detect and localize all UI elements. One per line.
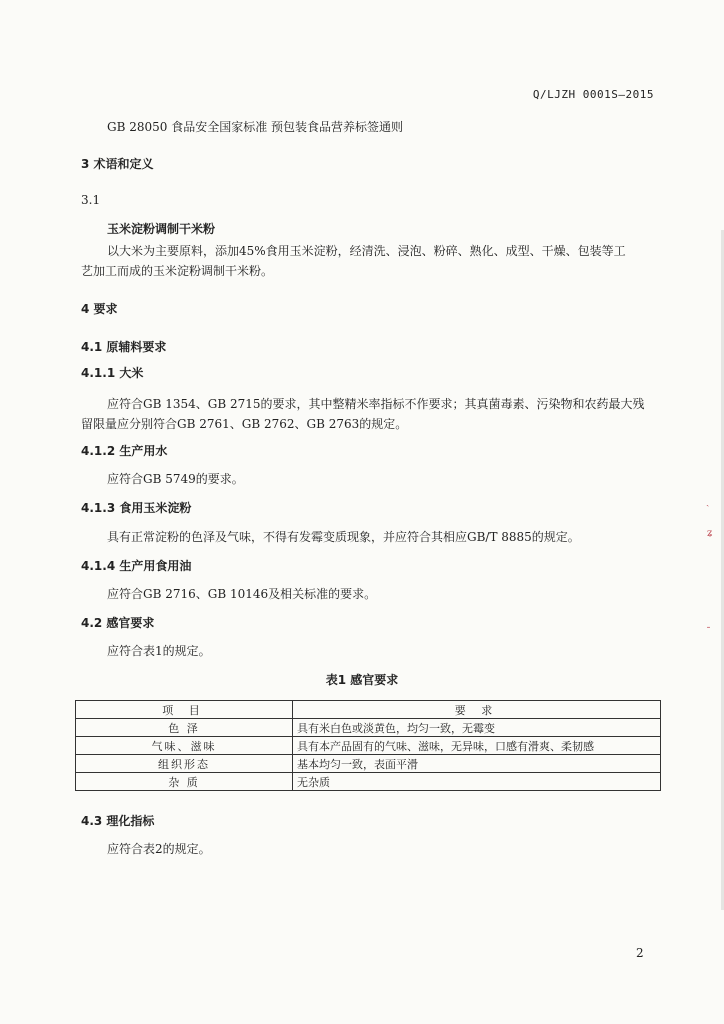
table-cell-item: 杂 质: [76, 773, 293, 791]
table-row: [76, 737, 661, 755]
table-row: [76, 773, 661, 791]
section-4-1-heading: 4.1 原辅料要求: [81, 340, 167, 354]
margin-ink-mark: ˎ: [706, 496, 710, 507]
table-header-row: [76, 701, 661, 719]
section-4-2-heading: 4.2 感官要求: [81, 616, 155, 630]
term-title: 玉米淀粉调制干米粉: [107, 222, 216, 236]
table-cell-requirement: 无杂质: [293, 773, 661, 791]
table-row: [76, 755, 661, 773]
definition-line-2: 艺加工而成的玉米淀粉调制干米粉。: [81, 264, 274, 278]
margin-ink-mark: ʑ: [707, 528, 713, 539]
table-1-caption: 表1 感官要求: [325, 673, 399, 687]
column-header-requirement: 要 求: [293, 701, 661, 719]
rice-requirement-line-2: 留限量应分别符合GB 2761、GB 2762、GB 2763的规定。: [81, 417, 408, 431]
section-4-1-1-heading: 4.1.1 大米: [81, 366, 144, 380]
table-cell-item: 组织形态: [76, 755, 293, 773]
section-4-1-3-heading: 4.1.3 食用玉米淀粉: [81, 501, 192, 515]
document-id: Q/LJZH 0001S—2015: [532, 88, 654, 101]
section-4-1-4-heading: 4.1.4 生产用食用油: [81, 559, 192, 573]
physicochemical-requirement-text: 应符合表2的规定。: [107, 842, 211, 856]
section-4-heading: 4 要求: [81, 302, 118, 316]
table-cell-item: 色 泽: [76, 719, 293, 737]
margin-ink-mark: ˍ: [706, 618, 711, 629]
section-4-3-heading: 4.3 理化指标: [81, 814, 155, 828]
definition-line-1: 以大米为主要原料，添加45%食用玉米淀粉，经清洗、浸泡、粉碎、熟化、成型、干燥、包装等工: [107, 244, 626, 258]
starch-requirement: 具有正常淀粉的色泽及气味，不得有发霉变质现象，并应符合其相应GB/T 8885的规定。: [107, 530, 580, 544]
sensory-requirements-table: [75, 700, 661, 791]
reference-standard-line: GB 28050 食品安全国家标准 预包装食品营养标签通则: [107, 120, 404, 134]
section-3-heading: 3 术语和定义: [81, 157, 154, 171]
table-row: [76, 719, 661, 737]
table-cell-item: 气味、滋味: [76, 737, 293, 755]
clause-3-1: 3.1: [81, 193, 101, 207]
sensory-requirement-text: 应符合表1的规定。: [107, 644, 211, 658]
table-cell-requirement: 具有米白色或淡黄色，均匀一致，无霉变: [293, 719, 661, 737]
water-requirement: 应符合GB 5749的要求。: [107, 472, 244, 486]
table-cell-requirement: 具有本产品固有的气味、滋味，无异味，口感有滑爽、柔韧感: [293, 737, 661, 755]
section-4-1-2-heading: 4.1.2 生产用水: [81, 444, 168, 458]
page-number: 2: [636, 946, 644, 960]
rice-requirement-line-1: 应符合GB 1354、GB 2715的要求，其中整精米率指标不作要求；其真菌毒素、污染物和农药最大残: [107, 397, 645, 411]
table-cell-requirement: 基本均匀一致，表面平滑: [293, 755, 661, 773]
column-header-item: 项 目: [76, 701, 293, 719]
oil-requirement: 应符合GB 2716、GB 10146及相关标准的要求。: [107, 587, 377, 601]
